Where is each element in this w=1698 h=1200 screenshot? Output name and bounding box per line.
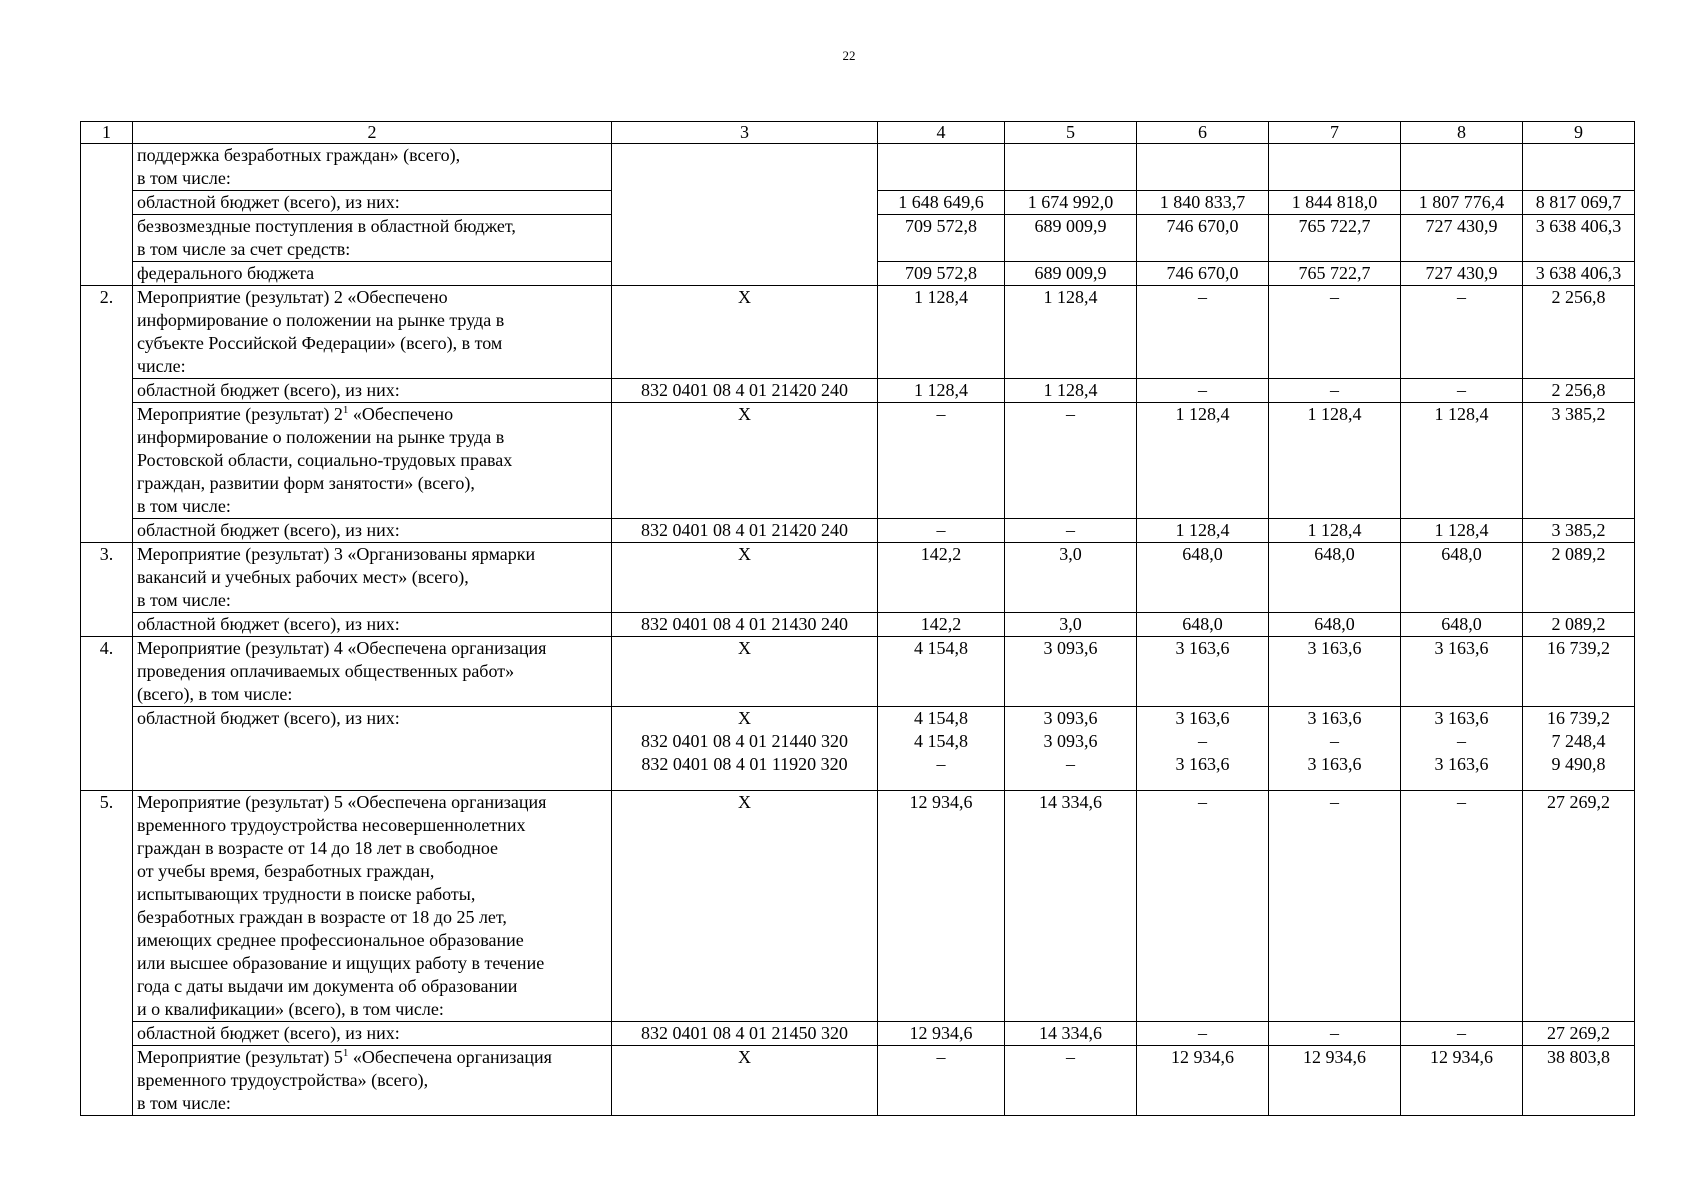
row-number bbox=[81, 519, 133, 543]
year-value-col-7: 3 163,6 – 3 163,6 bbox=[1269, 707, 1401, 791]
row-description: федерального бюджета bbox=[133, 262, 612, 286]
year-value-col-8 bbox=[1401, 144, 1523, 191]
row-number bbox=[81, 379, 133, 403]
row-description: Мероприятие (результат) 2 «Обеспечено информирование о положении на рынке труда в субъекте Российской Федерации» (всего), в том числе: bbox=[133, 286, 612, 379]
row-description: поддержка безработных граждан» (всего), в том числе: bbox=[133, 144, 612, 191]
table-row bbox=[81, 1022, 1635, 1046]
row-number: 4. bbox=[81, 637, 133, 707]
year-value-col-7: 765 722,7 bbox=[1269, 215, 1401, 262]
row-description: областной бюджет (всего), из них: bbox=[133, 707, 612, 791]
table-row bbox=[81, 637, 1635, 707]
year-value-col-5: 3,0 bbox=[1005, 543, 1137, 613]
year-value-col-6: – bbox=[1137, 1022, 1269, 1046]
year-value-col-9: 2 256,8 bbox=[1523, 379, 1635, 403]
year-value-col-8: – bbox=[1401, 791, 1523, 1022]
row-description: Мероприятие (результат) 5 «Обеспечена организация временного трудоустройства несовершеннолетних граждан в возрасте от 14 до 18 лет в свободное от учебы время, безработных граждан, испытывающих трудности в поиске работы, безработных граждан в возрасте от 18 до 25 лет, имеющих среднее профессиональное образование или высшее образование и ищущих работу в течение года с даты выдачи им документа об образовании и о квалификации» (всего), в том числе: bbox=[133, 791, 612, 1022]
year-value-col-5: 14 334,6 bbox=[1005, 1022, 1137, 1046]
year-value-col-4: 709 572,8 bbox=[878, 262, 1005, 286]
year-value-col-9: 27 269,2 bbox=[1523, 791, 1635, 1022]
year-value-col-8: 1 128,4 bbox=[1401, 403, 1523, 519]
budget-code: 832 0401 08 4 01 21420 240 bbox=[612, 379, 878, 403]
year-value-col-6: 746 670,0 bbox=[1137, 215, 1269, 262]
year-value-col-7: 3 163,6 bbox=[1269, 637, 1401, 707]
row-description bbox=[133, 403, 612, 519]
year-value-col-6: – bbox=[1137, 286, 1269, 379]
column-header: 7 bbox=[1269, 122, 1401, 144]
year-value-col-6: 3 163,6 – 3 163,6 bbox=[1137, 707, 1269, 791]
year-value-col-8: 1 128,4 bbox=[1401, 519, 1523, 543]
description-prefix: Мероприятие (результат) 5 bbox=[137, 1047, 343, 1067]
year-value-col-6: – bbox=[1137, 379, 1269, 403]
table-row bbox=[81, 379, 1635, 403]
year-value-col-7: 648,0 bbox=[1269, 543, 1401, 613]
year-value-col-4: 4 154,8 bbox=[878, 637, 1005, 707]
year-value-col-4: 1 128,4 bbox=[878, 286, 1005, 379]
year-value-col-8: 3 163,6 bbox=[1401, 637, 1523, 707]
year-value-col-8: 648,0 bbox=[1401, 613, 1523, 637]
year-value-col-5: 1 128,4 bbox=[1005, 379, 1137, 403]
budget-table bbox=[80, 121, 1635, 1116]
year-value-col-5: 689 009,9 bbox=[1005, 262, 1137, 286]
year-value-col-5: 1 128,4 bbox=[1005, 286, 1137, 379]
budget-code: Х bbox=[612, 543, 878, 613]
year-value-col-4: 1 648 649,6 bbox=[878, 191, 1005, 215]
year-value-col-4: 709 572,8 bbox=[878, 215, 1005, 262]
year-value-col-5: – bbox=[1005, 1046, 1137, 1116]
year-value-col-6: 746 670,0 bbox=[1137, 262, 1269, 286]
year-value-col-9: 8 817 069,7 bbox=[1523, 191, 1635, 215]
column-header: 9 bbox=[1523, 122, 1635, 144]
year-value-col-8: 1 807 776,4 bbox=[1401, 191, 1523, 215]
year-value-col-5: 689 009,9 bbox=[1005, 215, 1137, 262]
year-value-col-6: 1 840 833,7 bbox=[1137, 191, 1269, 215]
table-row bbox=[81, 543, 1635, 613]
year-value-col-8: 648,0 bbox=[1401, 543, 1523, 613]
year-value-col-5: – bbox=[1005, 403, 1137, 519]
year-value-col-4: 142,2 bbox=[878, 613, 1005, 637]
row-number bbox=[81, 144, 133, 191]
year-value-col-7: 648,0 bbox=[1269, 613, 1401, 637]
year-value-col-6: 3 163,6 bbox=[1137, 637, 1269, 707]
year-value-col-7: 765 722,7 bbox=[1269, 262, 1401, 286]
table-row bbox=[81, 707, 1635, 791]
year-value-col-4: – bbox=[878, 1046, 1005, 1116]
year-value-col-6: 1 128,4 bbox=[1137, 519, 1269, 543]
table-row bbox=[81, 613, 1635, 637]
row-number bbox=[81, 613, 133, 637]
year-value-col-5: 3 093,6 3 093,6 – bbox=[1005, 707, 1137, 791]
row-number bbox=[81, 707, 133, 791]
year-value-col-7: – bbox=[1269, 286, 1401, 379]
year-value-col-5: 3 093,6 bbox=[1005, 637, 1137, 707]
row-number: 3. bbox=[81, 543, 133, 613]
year-value-col-4: 12 934,6 bbox=[878, 791, 1005, 1022]
year-value-col-7 bbox=[1269, 144, 1401, 191]
row-description bbox=[133, 1046, 612, 1116]
year-value-col-9: 3 638 406,3 bbox=[1523, 215, 1635, 262]
year-value-col-9: 3 385,2 bbox=[1523, 403, 1635, 519]
table-row bbox=[81, 286, 1635, 379]
row-description: Мероприятие (результат) 3 «Организованы ярмарки вакансий и учебных рабочих мест» (всего), в том числе: bbox=[133, 543, 612, 613]
column-header: 4 bbox=[878, 122, 1005, 144]
year-value-col-7: 1 128,4 bbox=[1269, 403, 1401, 519]
year-value-col-5: – bbox=[1005, 519, 1137, 543]
year-value-col-5 bbox=[1005, 144, 1137, 191]
year-value-col-4: 12 934,6 bbox=[878, 1022, 1005, 1046]
column-header: 1 bbox=[81, 122, 133, 144]
row-number bbox=[81, 403, 133, 519]
row-number: 5. bbox=[81, 791, 133, 1022]
table-body bbox=[81, 122, 1635, 1116]
column-header: 3 bbox=[612, 122, 878, 144]
year-value-col-5: 14 334,6 bbox=[1005, 791, 1137, 1022]
description-prefix: Мероприятие (результат) 2 bbox=[137, 404, 343, 424]
column-header: 2 bbox=[133, 122, 612, 144]
year-value-col-4 bbox=[878, 144, 1005, 191]
table-row bbox=[81, 519, 1635, 543]
year-value-col-9: 3 385,2 bbox=[1523, 519, 1635, 543]
year-value-col-6 bbox=[1137, 144, 1269, 191]
year-value-col-7: 1 128,4 bbox=[1269, 519, 1401, 543]
year-value-col-9 bbox=[1523, 144, 1635, 191]
page-number: 22 bbox=[842, 48, 856, 63]
year-value-col-4: 142,2 bbox=[878, 543, 1005, 613]
budget-code: Х 832 0401 08 4 01 21440 320 832 0401 08 4 01 11920 320 bbox=[612, 707, 878, 791]
year-value-col-8: 12 934,6 bbox=[1401, 1046, 1523, 1116]
year-value-col-8: 727 430,9 bbox=[1401, 215, 1523, 262]
year-value-col-7: – bbox=[1269, 791, 1401, 1022]
year-value-col-7: 12 934,6 bbox=[1269, 1046, 1401, 1116]
row-description: безвозмездные поступления в областной бюджет, в том числе за счет средств: bbox=[133, 215, 612, 262]
budget-code: Х bbox=[612, 403, 878, 519]
year-value-col-7: 1 844 818,0 bbox=[1269, 191, 1401, 215]
year-value-col-8: – bbox=[1401, 1022, 1523, 1046]
table-row bbox=[81, 144, 1635, 191]
year-value-col-6: 648,0 bbox=[1137, 543, 1269, 613]
description-text: «Обеспечена организация временного трудоустройства» (всего), в том числе: bbox=[137, 1047, 552, 1113]
year-value-col-9: 38 803,8 bbox=[1523, 1046, 1635, 1116]
table-header-row bbox=[81, 122, 1635, 144]
row-number bbox=[81, 262, 133, 286]
row-number: 2. bbox=[81, 286, 133, 379]
column-header: 8 bbox=[1401, 122, 1523, 144]
year-value-col-9: 16 739,2 bbox=[1523, 637, 1635, 707]
budget-code: Х bbox=[612, 791, 878, 1022]
description-text: «Обеспечено информирование о положении на рынке труда в Ростовской области, социально-трудовых правах граждан, развитии форм занятости» (всего), в том числе: bbox=[137, 404, 513, 516]
year-value-col-8: 727 430,9 bbox=[1401, 262, 1523, 286]
year-value-col-4: – bbox=[878, 403, 1005, 519]
year-value-col-9: 27 269,2 bbox=[1523, 1022, 1635, 1046]
table-row bbox=[81, 791, 1635, 1022]
superscript-index: 1 bbox=[342, 404, 349, 416]
row-description: областной бюджет (всего), из них: bbox=[133, 1022, 612, 1046]
budget-code: Х bbox=[612, 1046, 878, 1116]
row-description: областной бюджет (всего), из них: bbox=[133, 519, 612, 543]
column-header: 6 bbox=[1137, 122, 1269, 144]
row-number bbox=[81, 1046, 133, 1116]
year-value-col-4: 4 154,8 4 154,8 – bbox=[878, 707, 1005, 791]
table-row bbox=[81, 403, 1635, 519]
row-description: областной бюджет (всего), из них: bbox=[133, 191, 612, 215]
year-value-col-9: 16 739,2 7 248,4 9 490,8 bbox=[1523, 707, 1635, 791]
column-header: 5 bbox=[1005, 122, 1137, 144]
budget-code bbox=[612, 144, 878, 286]
year-value-col-4: – bbox=[878, 519, 1005, 543]
row-description: областной бюджет (всего), из них: bbox=[133, 379, 612, 403]
year-value-col-6: 12 934,6 bbox=[1137, 1046, 1269, 1116]
year-value-col-6: – bbox=[1137, 791, 1269, 1022]
table-row bbox=[81, 1046, 1635, 1116]
row-number bbox=[81, 191, 133, 215]
superscript-index: 1 bbox=[342, 1047, 349, 1059]
budget-code: Х bbox=[612, 286, 878, 379]
year-value-col-9: 2 089,2 bbox=[1523, 543, 1635, 613]
year-value-col-7: – bbox=[1269, 379, 1401, 403]
year-value-col-8: – bbox=[1401, 286, 1523, 379]
year-value-col-7: – bbox=[1269, 1022, 1401, 1046]
row-number bbox=[81, 1022, 133, 1046]
year-value-col-8: – bbox=[1401, 379, 1523, 403]
year-value-col-9: 2 089,2 bbox=[1523, 613, 1635, 637]
row-description: областной бюджет (всего), из них: bbox=[133, 613, 612, 637]
year-value-col-6: 648,0 bbox=[1137, 613, 1269, 637]
budget-code: Х bbox=[612, 637, 878, 707]
budget-code: 832 0401 08 4 01 21420 240 bbox=[612, 519, 878, 543]
year-value-col-5: 3,0 bbox=[1005, 613, 1137, 637]
row-number bbox=[81, 215, 133, 262]
year-value-col-8: 3 163,6 – 3 163,6 bbox=[1401, 707, 1523, 791]
budget-code: 832 0401 08 4 01 21450 320 bbox=[612, 1022, 878, 1046]
year-value-col-4: 1 128,4 bbox=[878, 379, 1005, 403]
year-value-col-5: 1 674 992,0 bbox=[1005, 191, 1137, 215]
budget-code: 832 0401 08 4 01 21430 240 bbox=[612, 613, 878, 637]
row-description: Мероприятие (результат) 4 «Обеспечена организация проведения оплачиваемых общественных работ» (всего), в том числе: bbox=[133, 637, 612, 707]
year-value-col-9: 2 256,8 bbox=[1523, 286, 1635, 379]
year-value-col-6: 1 128,4 bbox=[1137, 403, 1269, 519]
year-value-col-9: 3 638 406,3 bbox=[1523, 262, 1635, 286]
